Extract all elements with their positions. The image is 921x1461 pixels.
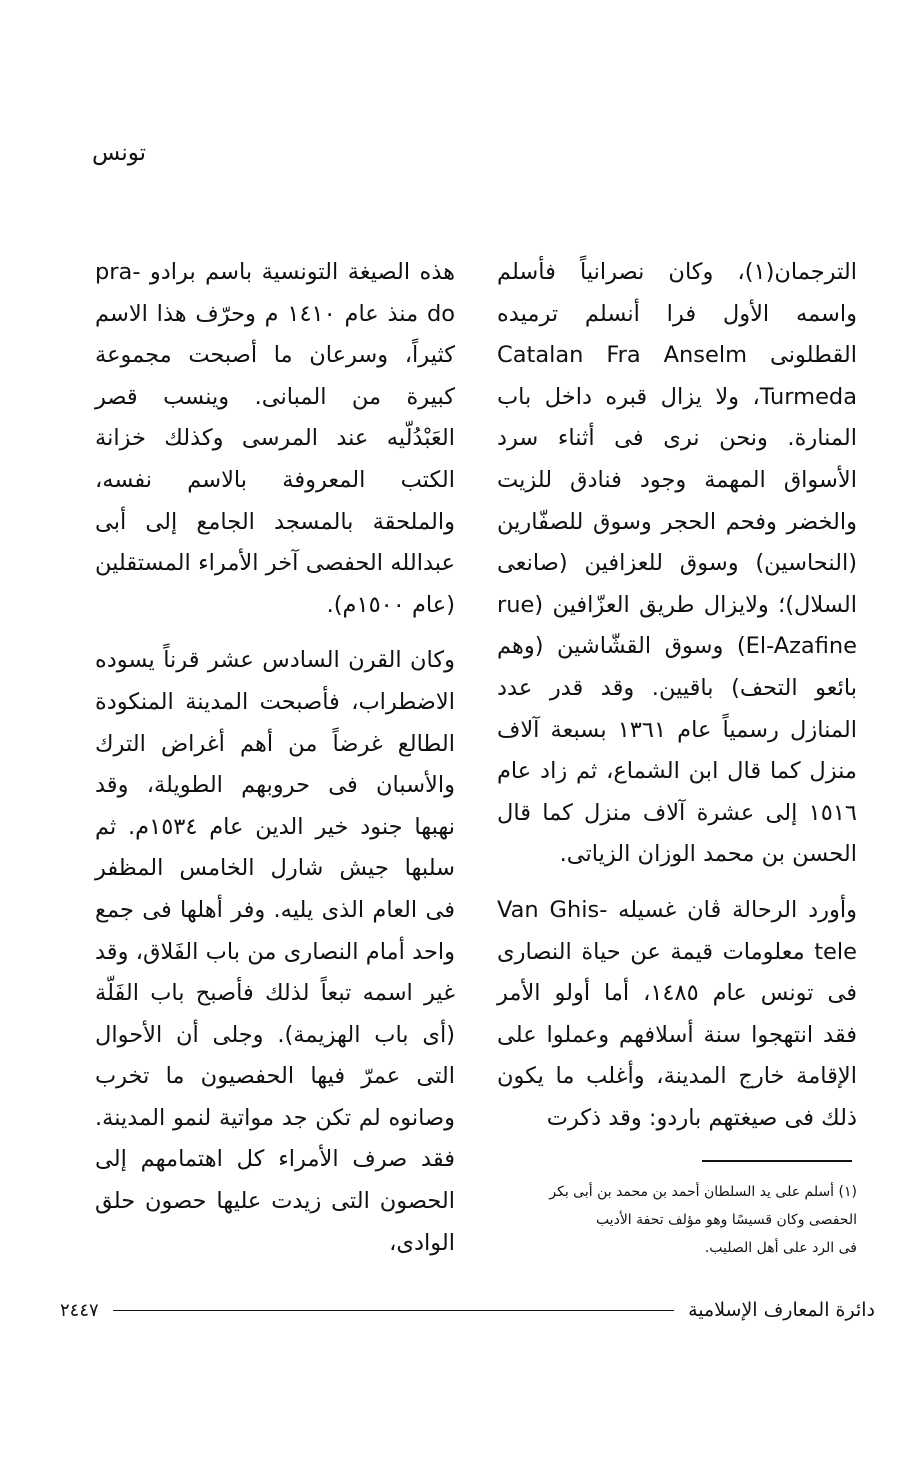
- left-column: [95, 252, 455, 1264]
- footnote-line-3: فى الرد على أهل الصليب.: [704, 1240, 857, 1256]
- right-column: [497, 252, 857, 1139]
- footnote-line-1: (١) أسلم على يد السلطان أحمد بن محمد بن أبى بكر: [549, 1184, 857, 1200]
- footnote: [497, 1178, 857, 1262]
- footer-title: دائرة المعارف الإسلامية: [688, 1299, 875, 1321]
- right-paragraph-1: الترجمان(١)، وكان نصرانياً فأسلم واسمه الأول فرا أنسلم ترميده القطلونى Catalan Fra Anselm Turmeda، ولا يزال قبره داخل باب المنارة. ونحن نرى فى أثناء سرد الأسواق المهمة وجود فنادق للزيت والخضر وفحم الحجر وسوق للصفّارين (النحاسين) وسوق للعزافين (صانعى السلال)؛ ولايزال طريق العزّافين (rue El-Azafine) وسوق القشّاشين (وهم بائعو التحف) باقيين. وقد قدر عدد المنازل رسمياً عام ١٣٦١ بسبعة آلاف منزل كما قال ابن الشماع، ثم زاد عام ١٥١٦ إلى عشرة آلاف منزل كما قال الحسن بن محمد الوزان الزياتى.: [497, 259, 857, 868]
- left-paragraph-1: هذه الصيغة التونسية باسم برادو pra-do منذ عام ١٤١٠ م وحرّف هذا الاسم كثيراً، وسرعان ما أصبحت مجموعة كبيرة من المبانى. وينسب قصر العَبْدُلّيه عند المرسى وكذلك خزانة الكتب المعروفة بالاسم نفسه، والملحقة بالمسجد الجامع إلى أبى عبدالله الحفصى آخر الأمراء المستقلين (عام ١٥٠٠م).: [95, 259, 455, 618]
- page-footer: [60, 1290, 875, 1330]
- footnote-line-2: الحفصى وكان قسيسًا وهو مؤلف تحفة الأديب: [595, 1212, 857, 1228]
- page-number: ٢٤٤٧: [60, 1299, 99, 1321]
- right-paragraph-2: وأورد الرحالة ڤان غسيله Van Ghis-tele معلومات قيمة عن حياة النصارى فى تونس عام ١٤٨٥، أما أولو الأمر فقد انتهجوا سنة أسلافهم وعملوا على الإقامة خارج المدينة، وأغلب ما يكون ذلك فى صيغتهم باردو: وقد ذكرت: [497, 896, 857, 1131]
- footer-divider: [113, 1310, 674, 1311]
- footnote-divider: [702, 1160, 852, 1162]
- running-head: تونس: [92, 140, 147, 166]
- left-paragraph-2: وكان القرن السادس عشر قرناً يسوده الاضطراب، فأصبحت المدينة المنكودة الطالع غرضاً من أهم أغراض الترك والأسبان فى حروبهم الطويلة، وقد نهبها جنود خير الدين عام ١٥٣٤م. ثم سلبها جيش شارل الخامس المظفر فى العام الذى يليه. وفر أهلها فى جمع واحد أمام النصارى من باب الفَلاق، وقد غير اسمه تبعاً لذلك فأصبح باب الفَلّة (أى باب الهزيمة). وجلى أن الأحوال التى عمرّ فيها الحفصيون ما تخرب وصانوه لم تكن جد مواتية لنمو المدينة. فقد صرف الأمراء كل اهتمامهم إلى الحصون التى زيدت عليها حصون حلق الوادى،: [95, 647, 455, 1256]
